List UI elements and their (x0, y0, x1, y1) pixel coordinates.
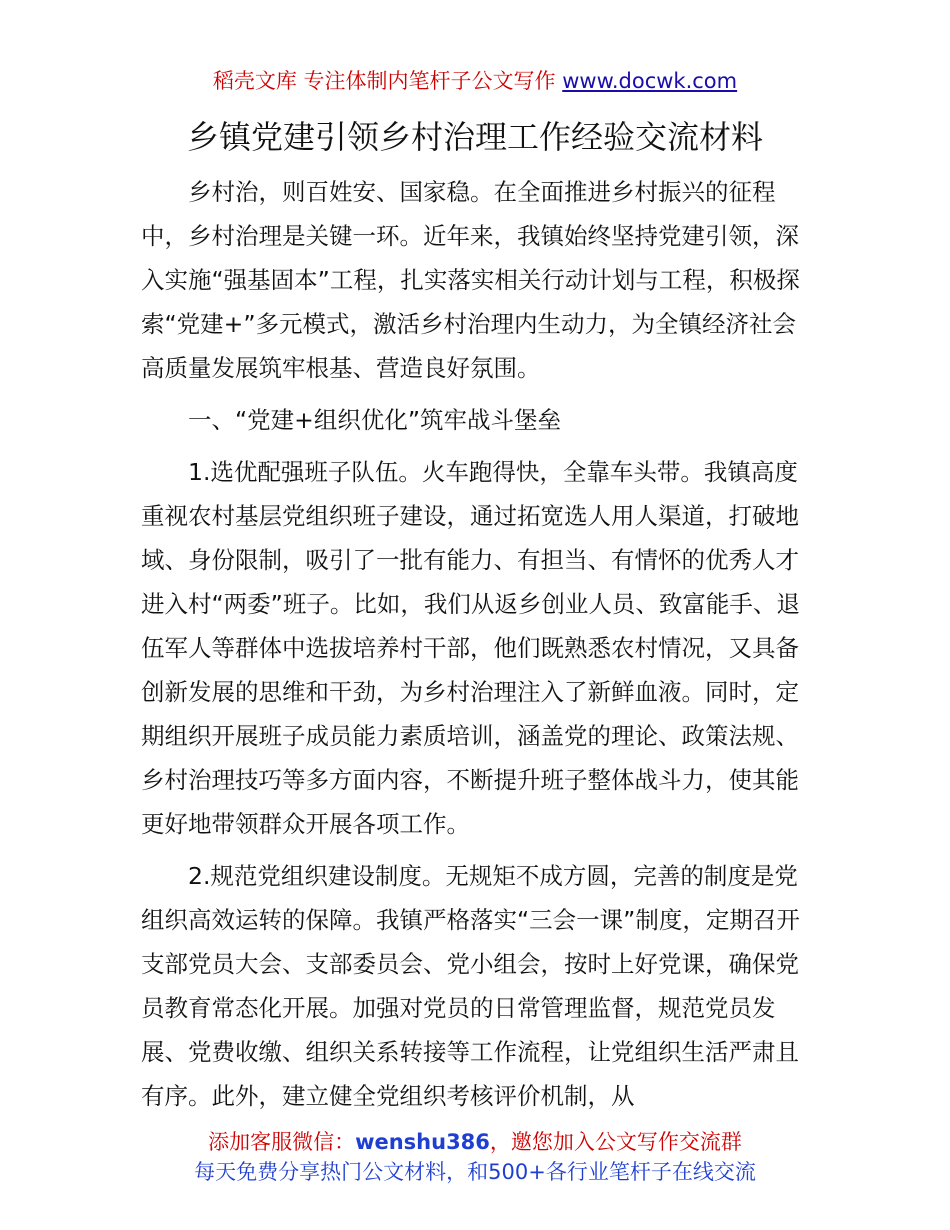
body-paragraph: 1.选优配强班子队伍。火车跑得快，全靠车头带。我镇高度重视农村基层党组织班子建设，通过拓宽选人用人渠道，打破地域、身份限制，吸引了一批有能力、有担当、有情怀的优秀人才进入村“两委”班子。比如，我们从返乡创业人员、致富能手、退伍军人等群体中选拔培养村干部，他们既熟悉农村情况，又具备创新发展的思维和干劲，为乡村治理注入了新鲜血液。同时，定期组织开展班子成员能力素质培训，涵盖党的理论、政策法规、乡村治理技巧等多方面内容，不断提升班子整体战斗力，使其能更好地带领群众开展各项工作。 (141, 458, 800, 838)
wechat-suffix: ，邀您加入公文写作交流群 (489, 1130, 742, 1154)
document-title: 乡镇党建引领乡村治理工作经验交流材料 (186, 118, 763, 156)
site-link[interactable]: www.docwk.com (562, 69, 738, 93)
site-slogan: 稻壳文库 专注体制内笔杆子公文写作 (212, 69, 556, 93)
wechat-id: wenshu386 (355, 1130, 490, 1154)
body-paragraph: 2.规范党组织建设制度。无规矩不成方圆，完善的制度是党组织高效运转的保障。我镇严格落实“三会一课”制度，定期召开支部党员大会、支部委员会、党小组会，按时上好党课，确保党员教育常态化开展。加强对党员的日常管理监督，规范党员发展、党费收缴、组织关系转接等工作流程，让党组织生活严肃且有序。此外，建立健全党组织考核评价机制，从 (141, 862, 800, 1110)
intro-paragraph: 乡村治，则百姓安、国家稳。在全面推进乡村振兴的征程中，乡村治理是关键一环。近年来，我镇始终坚持党建引领，深入实施“强基固本”工程，扎实落实相关行动计划与工程，积极探索“党建+”多元模式，激活乡村治理内生动力，为全镇经济社会高质量发展筑牢根基、营造良好氛围。 (141, 178, 800, 382)
site-header (0, 66, 950, 96)
promo-footer (0, 1127, 950, 1187)
document-body (141, 170, 813, 1118)
footer-line-share: 每天免费分享热门公文材料，和500+各行业笔杆子在线交流 (194, 1160, 756, 1184)
wechat-prefix: 添加客服微信： (208, 1130, 356, 1154)
section-heading: 一、“党建+组织优化”筑牢战斗堡垒 (188, 406, 562, 434)
footer-line-wechat (0, 1127, 950, 1157)
